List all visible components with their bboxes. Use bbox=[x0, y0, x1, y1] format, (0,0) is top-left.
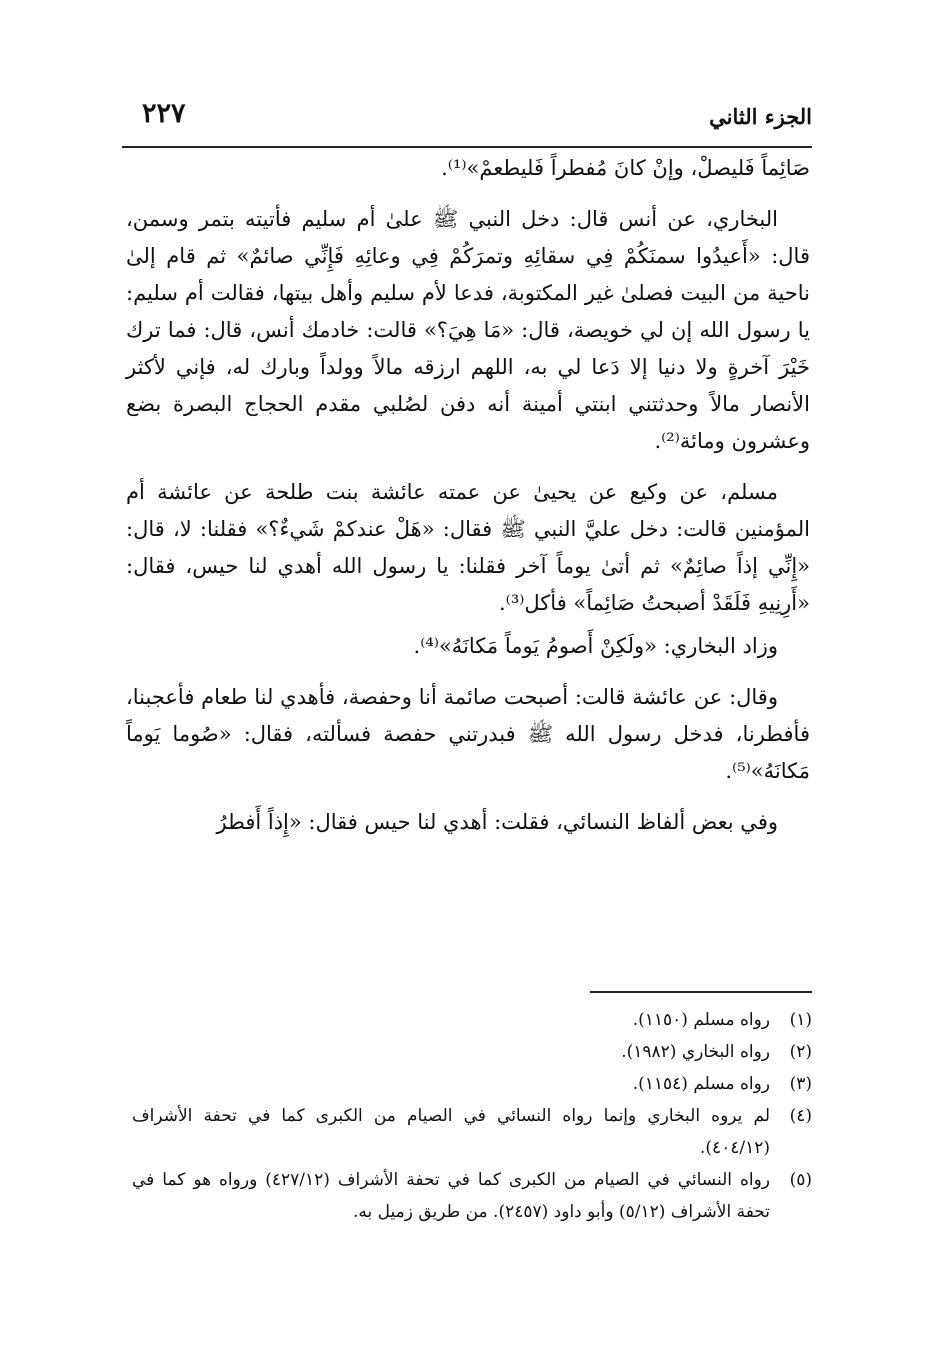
footnote-text: رواه مسلم (١١٥٠). bbox=[632, 1010, 770, 1030]
footnote-number: (١) bbox=[789, 1010, 812, 1030]
main-text bbox=[126, 150, 810, 855]
paragraph: مسلم، عن وكيع عن يحيىٰ عن عمته عائشة بنت طلحة عن عائشة أم المؤمنين قالت: دخل عليَّ النبي ﷺ فقال: «هَلْ عندكمْ شَيءٌ؟» فقلنا: لا، قال: «إِنِّي إذاً صائِمٌ» ثم أتىٰ يوماً آخر فقلنا: يا رسول الله أهدي لنا حيس، فقال: «أَرِنِيهِ فَلَقَدْ أصبحتُ صَائِماً» فأكل⁽³⁾. bbox=[126, 480, 810, 615]
paragraph: وزاد البخاري: «ولَكِنْ أَصومُ يَوماً مَكانَهُ»⁽⁴⁾. bbox=[413, 634, 778, 658]
footnote-text: رواه البخاري (١٩٨٢). bbox=[621, 1042, 770, 1062]
paragraph: البخاري، عن أنس قال: دخل النبي ﷺ علىٰ أم سليم فأتيته بتمر وسمن، قال: «أَعيدُوا سمنَكُمْ فِي سقائِهِ وتمرَكُمْ فِي وعائِهِ فَإِنِّي صائمٌ» ثم قام إلىٰ ناحية من البيت فصلىٰ غير المكتوبة، فدعا لأم سليم وأهل بيتها، فقالت أم سليم: يا رسول الله إن لي خويصة، قال: «مَا هِيَ؟» قالت: خادمك أنس، قال: فما ترك خَيْرَ آخرةٍ ولا دنيا إلا دَعا لي به، اللهم ارزقه مالاً وولداً وبارك له، فإني لأكثر الأنصار مالاً وحدثتني ابنتي أمينة أنه دفن لصُلبي مقدم الحجاج البصرة بضع وعشرون ومائة⁽²⁾. bbox=[126, 207, 810, 453]
footnote-number: (٣) bbox=[789, 1074, 812, 1094]
footnote-text: رواه مسلم (١١٥٤). bbox=[632, 1074, 770, 1094]
footnotes bbox=[132, 1004, 812, 1228]
footnote-item bbox=[132, 1100, 812, 1164]
footnote-text: رواه النسائي في الصيام من الكبرى كما في تحفة الأشراف (٤٢٧/١٢) ورواه هو كما في تحفة الأشراف (٥/١٢) وأبو داود (٢٤٥٧). من طريق زميل به. bbox=[132, 1170, 770, 1222]
page-header bbox=[122, 96, 812, 142]
footnote-text: لم يروه البخاري وإنما رواه النسائي في الصيام من الكبرى كما في تحفة الأشراف (٤٠٤/١٢). bbox=[132, 1106, 770, 1158]
header-rule bbox=[122, 146, 812, 148]
paragraph: وقال: عن عائشة قالت: أصبحت صائمة أنا وحفصة، فأهدي لنا طعام فأعجبنا، فأفطرنا، فدخل رسول الله ﷺ فبدرتني حفصة فسألته، فقال: «صُوما يَوماً مَكانَهُ»⁽⁵⁾. bbox=[126, 685, 810, 783]
paragraph: وفي بعض ألفاظ النسائي، فقلت: أهدي لنا حيس فقال: «إِذاً أَفطرُ bbox=[216, 810, 778, 834]
paragraph: صَائِماً فَليصلْ، وإنْ كانَ مُفطراً فَليطعمْ»⁽¹⁾. bbox=[441, 156, 810, 180]
footnote-item bbox=[132, 1036, 812, 1068]
footnote-separator bbox=[590, 991, 812, 993]
footnote-number: (٥) bbox=[789, 1170, 812, 1190]
footnote-item bbox=[132, 1004, 812, 1036]
footnote-number: (٢) bbox=[789, 1042, 812, 1062]
footnote-item bbox=[132, 1164, 812, 1228]
running-title: الجزء الثاني bbox=[709, 104, 812, 129]
footnote-number: (٤) bbox=[789, 1106, 812, 1126]
page-number: ٢٢٧ bbox=[142, 98, 186, 129]
footnote-item bbox=[132, 1068, 812, 1100]
